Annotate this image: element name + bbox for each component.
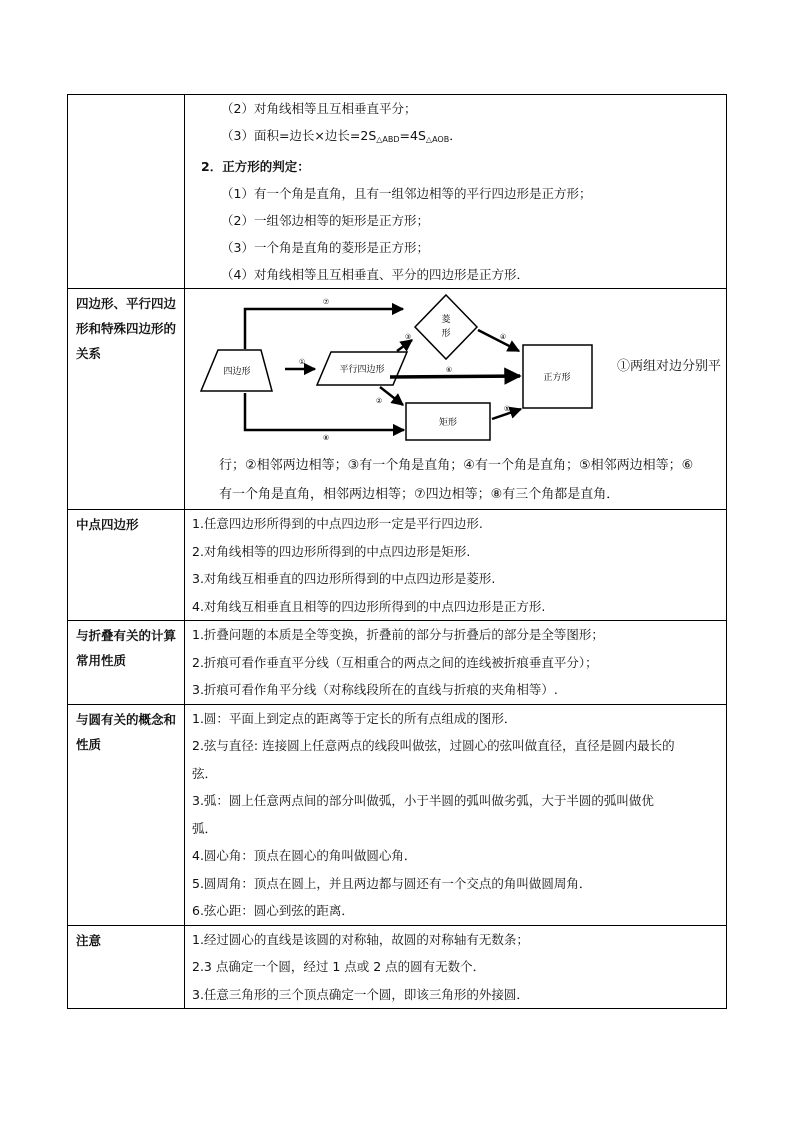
label-rhombus-2: 形: [441, 329, 451, 339]
arrow-label-2: ②: [375, 397, 383, 405]
midpoint-item-4: 4.对角线互相垂直且相等的四边形所得到的中点四边形是正方形.: [192, 598, 546, 614]
midpoint-item-2: 2.对角线相等的四边形所得到的中点四边形是矩形.: [192, 543, 471, 559]
circle-item-2: 2.弦与直径: 连接圆上任意两点的线段叫做弦，过圆心的弦叫做直径，直径是圆内最长的: [192, 738, 675, 753]
arrow-3: [397, 340, 412, 351]
arrow-label-6: ⑥: [445, 366, 453, 374]
relation-body: [185, 289, 727, 510]
relation-diagram: [185, 289, 726, 447]
circle-item-2-cont: 弦．: [192, 765, 218, 781]
label-rectangle: 矩形: [438, 418, 458, 428]
midpoint-head: 中点四边形: [68, 510, 185, 621]
folding-item-2: 2.折痕可看作垂直平分线（互相重合的两点之间的连线被折痕垂直平分）；: [192, 654, 598, 670]
square-judge-1: （1）有一个角是直角，且有一组邻边相等的平行四边形是正方形；: [221, 186, 592, 201]
relation-note-line-2: 行；②相邻两边相等；③有一个角是直角；④有一个角是直角；⑤相邻两边相等；⑥: [219, 458, 694, 473]
square-prop-2: （2）对角线相等且互相垂直平分；: [221, 101, 417, 116]
folding-row: [68, 621, 727, 705]
relation-row: [68, 289, 727, 510]
circle-row: [68, 704, 727, 925]
folding-body: [185, 621, 727, 705]
square-row-body: [185, 95, 727, 289]
square-prop-3: （3）面积=边长×边长$=2S_{\triangle ABD}=4S_{\triangle AOB}$．: [221, 128, 462, 144]
notes-head: 注意: [68, 925, 185, 1009]
relation-note-continued: [185, 447, 726, 509]
square-judge-title: 2．正方形的判定：: [201, 159, 310, 174]
arrow-7: [245, 309, 403, 349]
arrow-label-4: ④: [499, 333, 507, 341]
square-row-head: [68, 95, 185, 289]
relation-head: 四边形、平行四边形和特殊四边形的关系: [68, 289, 185, 510]
midpoint-body: [185, 510, 727, 621]
circle-item-3-cont: 弧．: [192, 820, 218, 836]
label-rhombus-1: 菱: [441, 315, 451, 325]
shape-rhombus: [415, 295, 477, 359]
arrow-6: [390, 376, 520, 377]
square-row: [68, 95, 727, 289]
folding-item-1: 1.折叠问题的本质是全等变换，折叠前的部分与折叠后的部分是全等图形；: [192, 627, 604, 642]
circle-item-6: 6.弦心距：圆心到弦的距离．: [192, 903, 354, 918]
midpoint-item-1: 1.任意四边形所得到的中点四边形一定是平行四边形.: [192, 516, 483, 531]
notes-row: [68, 925, 727, 1009]
label-parallelogram: 平行四边形: [339, 365, 385, 375]
circle-body: [185, 704, 727, 925]
arrow-label-7: ⑦: [322, 298, 330, 306]
circle-item-3: 3.弧：圆上任意两点间的部分叫做弧，小于半圆的弧叫做劣弧，大于半圆的弧叫做优: [192, 793, 654, 808]
label-square: 正方形: [543, 373, 571, 383]
circle-head: 与圆有关的概念和性质: [68, 704, 185, 925]
knowledge-table: [67, 94, 727, 1009]
folding-item-3: 3.折痕可看作角平分线（对称线段所在的直线与折痕的夹角相等）.: [192, 682, 558, 697]
square-judge-3: （3）一个角是直角的菱形是正方形；: [221, 240, 429, 255]
square-judge-4: （4）对角线相等且互相垂直、平分的四边形是正方形．: [221, 267, 529, 282]
notes-body: [185, 925, 727, 1009]
arrow-label-1: ①: [298, 358, 306, 366]
notes-item-3: 3.任意三角形的三个顶点确定一个圆，即该三角形的外接圆．: [192, 986, 529, 1002]
arrow-2: [380, 387, 403, 405]
label-quadrilateral: 四边形: [223, 367, 251, 377]
midpoint-row: [68, 510, 727, 621]
arrow-label-3: ③: [404, 333, 412, 341]
circle-item-1: 1.圆：平面上到定点的距离等于定长的所有点组成的图形．: [192, 710, 517, 726]
circle-item-5: 5.圆周角：顶点在圆上，并且两边都与圆还有一个交点的角叫做圆周角．: [192, 875, 592, 891]
relation-note-line-3: 有一个角是直角，相邻两边相等；⑦四边相等；⑧有三个角都是直角．: [219, 487, 620, 502]
arrow-label-8: ⑧: [322, 434, 330, 442]
notes-item-2: 2.3 点确定一个圆，经过 1 点或 2 点的圆有无数个．: [192, 959, 486, 974]
folding-head: 与折叠有关的计算常用性质: [68, 621, 185, 705]
circle-item-4: 4.圆心角：顶点在圆心的角叫做圆心角．: [192, 848, 417, 863]
relation-note-right: ①两组对边分别平: [617, 359, 722, 374]
arrow-4: [478, 330, 519, 351]
square-judge-2: （2）一组邻边相等的矩形是正方形；: [221, 213, 429, 228]
notes-item-1: 1.经过圆心的直线是该圆的对称轴，故圆的对称轴有无数条；: [192, 931, 529, 947]
arrow-label-5: ⑤: [503, 405, 511, 413]
midpoint-item-3: 3.对角线互相垂直的四边形所得到的中点四边形是菱形.: [192, 571, 496, 586]
